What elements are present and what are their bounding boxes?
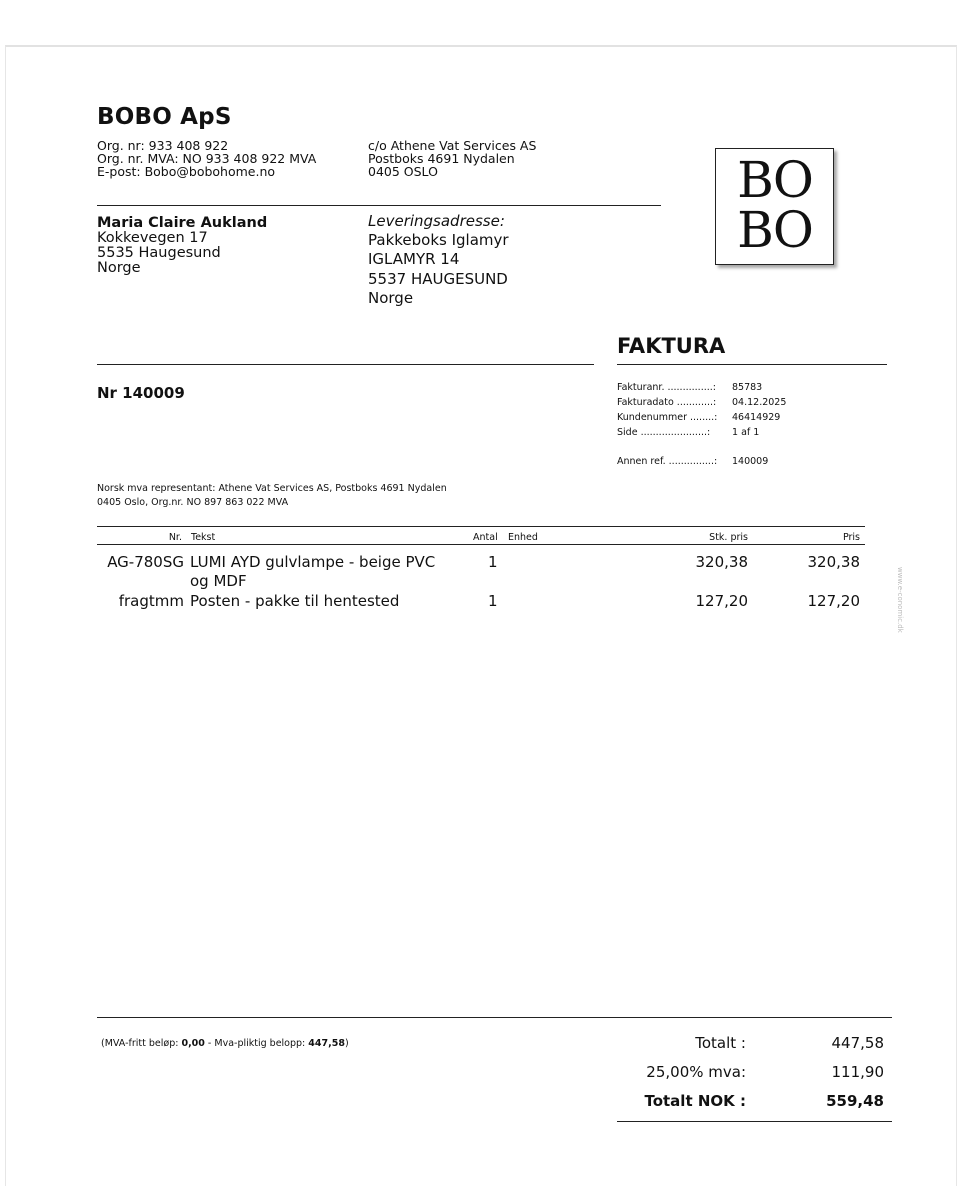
company-info (97, 139, 316, 178)
row-text: Posten - pakke til hentested (190, 592, 400, 610)
col-header-unit: Enhed (508, 532, 538, 543)
company-name: BOBO ApS (97, 104, 232, 130)
vat-label: 25,00% mva: (646, 1063, 746, 1081)
divider-right (617, 364, 887, 365)
rep-address-line: c/o Athene Vat Services AS (368, 138, 537, 153)
rep-note-line: Norsk mva representant: Athene Vat Services AS, Postboks 4691 Nydalen (97, 483, 447, 494)
logo-text-bottom: BO (737, 201, 812, 259)
customer-name: Maria Claire Aukland (97, 215, 268, 231)
invoice-number-heading: Nr 140009 (97, 384, 185, 402)
meta-row-customer-nr (617, 410, 887, 425)
side-watermark: www.e-conomic.dk (896, 567, 904, 633)
table-top-rule (97, 526, 865, 527)
col-header-qty: Antal (473, 532, 498, 543)
delivery-line: IGLAMYR 14 (368, 250, 460, 269)
row-price: 127,20 (807, 592, 860, 610)
meta-label: Fakturadato ............: (617, 397, 717, 408)
total-label: Totalt : (695, 1034, 746, 1052)
other-reference (617, 454, 887, 469)
col-header-price: Pris (842, 532, 860, 543)
rep-address-line: Postboks 4691 Nydalen (368, 151, 515, 166)
grand-total-label: Totalt NOK : (644, 1092, 746, 1110)
invoice-meta (617, 380, 887, 440)
mva-taxable-amount: 447,58 (308, 1038, 345, 1049)
delivery-line: 5537 HAUGESUND (368, 269, 508, 288)
row-qty: 1 (488, 592, 498, 610)
mva-note-middle: - Mva-pliktig belopp: (204, 1038, 309, 1049)
representative-address (368, 139, 536, 178)
customer-address (97, 216, 267, 276)
rep-note-line: 0405 Oslo, Org.nr. NO 897 863 022 MVA (97, 497, 289, 508)
customer-city: 5535 Haugesund (97, 245, 221, 261)
row-nr: AG-780SG (107, 553, 184, 571)
totals-divider (97, 1017, 892, 1018)
mva-note-suffix: ) (344, 1038, 349, 1049)
total-value: 447,58 (831, 1034, 884, 1052)
row-unit-price: 320,38 (695, 553, 748, 571)
meta-value: 04.12.2025 (732, 397, 787, 408)
grand-total-rule (617, 1121, 892, 1122)
vat-representative-note (97, 482, 447, 510)
meta-row-page (617, 425, 887, 440)
row-qty: 1 (488, 553, 498, 571)
row-price: 320,38 (807, 553, 860, 571)
grand-total-value: 559,48 (826, 1092, 884, 1110)
meta-label: Annen ref. ...............: (617, 456, 718, 467)
meta-value: 1 af 1 (732, 427, 760, 438)
header-divider (97, 205, 661, 206)
meta-value: 140009 (732, 456, 769, 467)
bobo-logo (715, 148, 834, 265)
divider-left (97, 364, 594, 365)
meta-label: Fakturanr. ...............: (617, 382, 716, 393)
meta-value: 85783 (732, 382, 763, 393)
row-text-cont: og MDF (190, 572, 247, 590)
meta-value: 46414929 (732, 412, 781, 423)
top-bar (0, 0, 960, 44)
logo-text-top: BO (737, 151, 812, 209)
mva-note (101, 1038, 349, 1049)
company-mva-nr: Org. nr. MVA: NO 933 408 922 MVA (97, 151, 317, 166)
meta-row-other-ref (617, 454, 887, 469)
rep-address-line: 0405 OSLO (368, 164, 438, 179)
col-header-text: Tekst (191, 532, 216, 543)
company-org-nr: Org. nr: 933 408 922 (97, 138, 229, 153)
meta-row-invoice-date (617, 395, 887, 410)
delivery-title: Leveringsadresse: (368, 212, 505, 230)
invoice-title: FAKTURA (617, 334, 726, 358)
mva-note-prefix: (MVA-fritt beløp: (101, 1038, 182, 1049)
invoice-page (5, 45, 957, 1186)
meta-label: Side ......................: (617, 427, 711, 438)
row-text: LUMI AYD gulvlampe - beige PVC (190, 553, 436, 571)
meta-label: Kundenummer ........: (617, 412, 718, 423)
company-email: E-post: Bobo@bobohome.no (97, 164, 276, 179)
row-nr: fragtmm (118, 592, 184, 610)
delivery-address (368, 212, 509, 308)
table-header-rule (97, 544, 865, 545)
col-header-nr: Nr. (168, 532, 182, 543)
meta-row-invoice-nr (617, 380, 887, 395)
customer-street: Kokkevegen 17 (97, 230, 208, 246)
row-unit-price: 127,20 (695, 592, 748, 610)
col-header-unit-price: Stk. pris (709, 532, 748, 543)
delivery-line: Pakkeboks Iglamyr (368, 231, 509, 250)
vat-value: 111,90 (831, 1063, 884, 1081)
mva-free-amount: 0,00 (181, 1038, 205, 1049)
delivery-line: Norge (368, 288, 414, 307)
customer-country: Norge (97, 260, 141, 276)
